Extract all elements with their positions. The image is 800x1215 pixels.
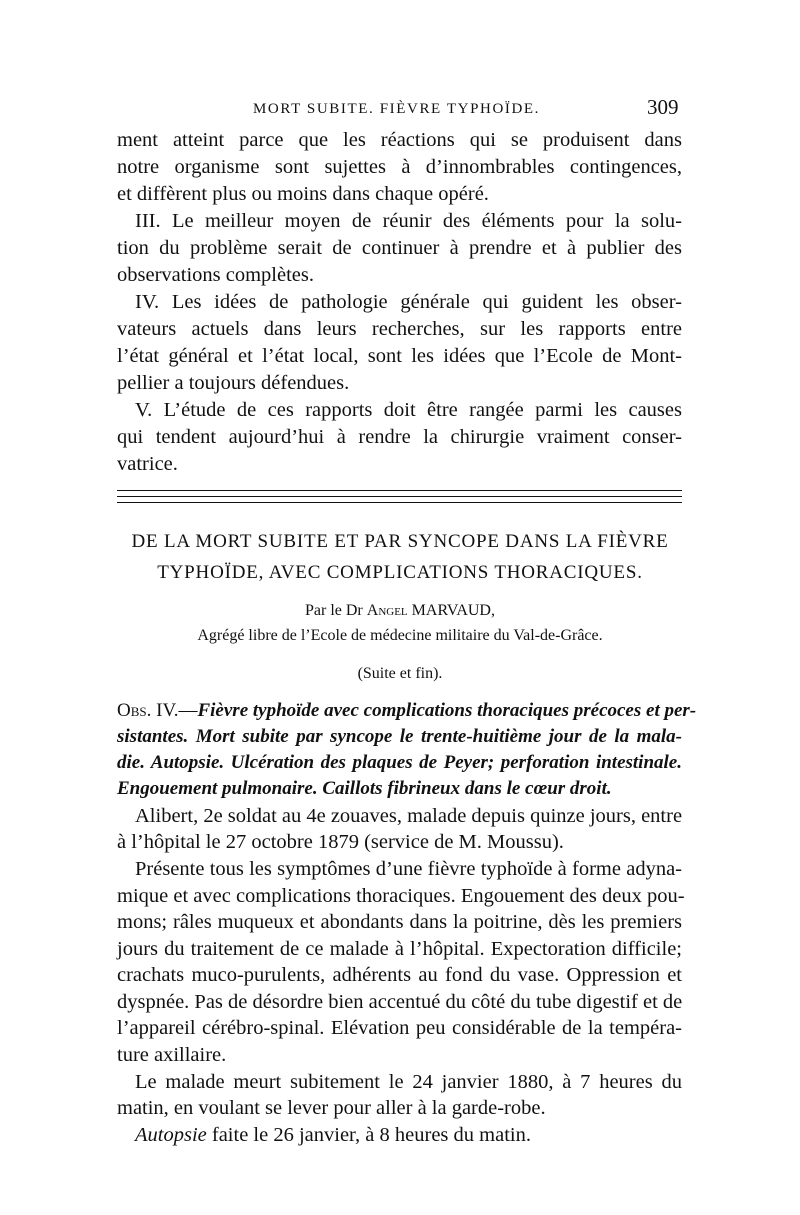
text-line: mons; râles muqueux et abondants dans la poitrine, dès les premiers — [117, 911, 682, 933]
page-number: 309 — [647, 95, 679, 119]
text-line: vateurs actuels dans leurs recherches, sur les rapports entre — [117, 318, 682, 340]
text-line: l’appareil cérébro-spinal. Elévation peu considérable de la tempéra- — [117, 1017, 682, 1039]
text-line: qui tendent aujourd’hui à rendre la chirurgie vraiment conser- — [117, 426, 682, 448]
section-divider — [117, 496, 682, 497]
text-line: Présente tous les symptômes d’une fièvre typhoïde à forme adyna- — [135, 858, 682, 880]
text-line: Alibert, 2e soldat au 4e zouaves, malade depuis quinze jours, entre — [135, 805, 683, 827]
byline-prefix: Par le — [305, 602, 342, 619]
autopsy-label: Autopsie — [135, 1124, 207, 1146]
page-header — [0, 95, 800, 125]
text-line: observations complètes. — [117, 264, 314, 286]
text-line: tion du problème serait de continuer à prendre et à publier des — [117, 237, 682, 259]
observation-label: Obs. IV.— — [117, 700, 198, 721]
text-line: pellier a toujours défendues. — [117, 372, 350, 394]
section-divider — [117, 490, 682, 491]
article-title-line-1: DE LA MORT SUBITE ET PAR SYNCOPE DANS LA FIÈVRE — [131, 531, 669, 552]
observation-title-line: die. Autopsie. Ulcération des plaques de Peyer; perforation intestinale. — [117, 752, 682, 773]
running-title: MORT SUBITE. FIÈVRE TYPHOÏDE. — [253, 101, 541, 117]
text-line: crachats muco-purulents, adhérents au fond du vase. Oppression et — [117, 964, 682, 986]
autopsy-text: faite le 26 janvier, à 8 heures du matin. — [206, 1124, 531, 1146]
continuation-note: (Suite et fin). — [357, 665, 443, 682]
autopsy-line — [117, 1122, 682, 1149]
text-line: V. L’étude de ces rapports doit être rangée parmi les causes — [135, 399, 682, 421]
observation-title-line: Engouement pulmonaire. Caillots fibrineux dans le cœur droit. — [117, 778, 612, 799]
text-line: matin, en voulant se lever pour aller à la garde-robe. — [117, 1097, 546, 1119]
article-title-line-2: TYPHOÏDE, AVEC COMPLICATIONS THORACIQUES. — [157, 562, 643, 583]
byline-lastname: MARVAUD, — [411, 602, 495, 619]
text-line: ture axillaire. — [117, 1044, 227, 1066]
text-line: notre organisme sont sujettes à d’innombrables contingences, — [117, 156, 682, 178]
text-line: dyspnée. Pas de désordre bien accentué du côté du tube digestif et de — [117, 991, 683, 1013]
observation-title-line: Fièvre typhoïde avec complications thoraciques précoces et per- — [197, 700, 697, 721]
section-divider — [117, 502, 682, 503]
text-line: IV. Les idées de pathologie générale qui guident les obser- — [135, 291, 682, 313]
text-line: vatrice. — [117, 453, 178, 475]
text-line: III. Le meilleur moyen de réunir des éléments pour la solu- — [135, 210, 682, 232]
text-line: mique et avec complications thoraciques. Engouement des deux pou- — [117, 885, 685, 907]
text-line: jours du traitement de ce malade à l’hôpital. Expectoration difficile; — [117, 938, 682, 960]
text-line: ment atteint parce que les réactions qui se produisent dans — [117, 129, 682, 151]
text-line: à l’hôpital le 27 octobre 1879 (service de M. Moussu). — [117, 831, 564, 853]
byline — [0, 602, 800, 620]
text-line: l’état général et l’état local, sont les idées que l’Ecole de Mont- — [117, 345, 682, 367]
text-line: et diffèrent plus ou moins dans chaque opéré. — [117, 183, 489, 205]
byline-firstname: Angel — [366, 602, 408, 619]
byline-dr: Dr — [345, 602, 363, 619]
observation-title-line: sistantes. Mort subite par syncope le trente-huitième jour de la mala- — [117, 726, 682, 747]
affiliation: Agrégé libre de l’Ecole de médecine militaire du Val-de-Grâce. — [197, 627, 603, 644]
text-line: Le malade meurt subitement le 24 janvier 1880, à 7 heures du — [135, 1071, 682, 1093]
